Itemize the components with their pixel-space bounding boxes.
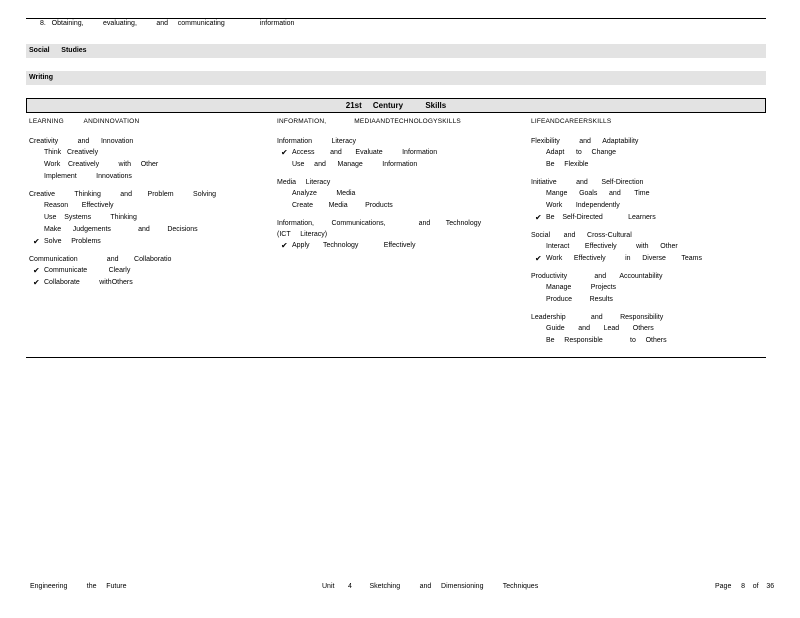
skill-group-title: Creative Thinking and Problem Solving [29,191,217,198]
skills-column-information [277,118,517,258]
column-header: LIFEANDCAREERSKILLS [531,118,612,125]
skill-item-label: Analyze Media [292,190,356,197]
skill-item [29,224,269,236]
skills-title: 21st Century Skills [345,101,447,110]
column-header: LEARNING ANDINNOVATION [29,118,140,125]
skill-group-title: Information, Communications, and Technology (ICT Literacy) [277,220,482,238]
writing-bar [26,71,766,85]
social-studies-label: Social Studies [29,47,87,54]
skill-item-label: Implement Innovations [44,173,132,180]
skill-item-label: Think Creatively [44,149,99,156]
checkmark-icon: ✔ [535,213,542,222]
standard-8-text: 8. Obtaining, evaluating, and communicating information [40,20,295,27]
skill-item [277,147,517,159]
skill-group [531,312,771,347]
skill-item [531,253,771,265]
checkmark-icon: ✔ [281,148,288,157]
skill-group [277,177,517,212]
skills-header [26,98,766,113]
skill-group [531,136,771,171]
skill-item [29,212,269,224]
skill-item-label: Produce Results [546,296,613,303]
skill-item-label: Mange Goals and Time [546,190,650,197]
skill-item-label: Interact Effectively with Other [546,243,678,250]
skill-item-label: Reason Effectively [44,202,114,209]
skill-group-title: Social and Cross-Cultural [531,232,632,239]
checkmark-icon: ✔ [281,241,288,250]
skill-item [531,147,771,159]
footer-left: Engineering the Future [30,583,127,590]
skill-group [531,271,771,306]
skill-group [29,136,269,183]
skill-group-title: Flexibility and Adaptability [531,138,639,145]
skill-item-label: Apply Technology Effectively [292,242,416,249]
skill-group [29,189,269,248]
skill-item [277,159,517,171]
skill-item [531,294,771,306]
checkmark-icon: ✔ [33,237,40,246]
skill-item [277,188,517,200]
skill-item [531,335,771,347]
skill-group-title: Initiative and Self-Direction [531,179,644,186]
skill-group-title: Creativity and Innovation [29,138,134,145]
skill-item [277,240,517,252]
skill-item-label: Be Flexible [546,161,589,168]
skill-item [531,188,771,200]
checkmark-icon: ✔ [535,254,542,263]
skills-column-learning [29,118,269,295]
footer-center: Unit 4 Sketching and Dimensioning Techniques [322,583,539,590]
checkmark-icon: ✔ [33,278,40,287]
skill-item-label: Communicate Clearly [44,267,131,274]
skill-item [531,212,771,224]
skill-item [531,282,771,294]
skill-group-title: Productivity and Accountability [531,273,663,280]
skill-item [531,323,771,335]
top-rule [26,18,766,19]
skill-item-label: Be Self-Directed Learners [546,214,656,221]
skill-group-title: Leadership and Responsibility [531,314,664,321]
checkmark-icon: ✔ [33,266,40,275]
skill-group [29,254,269,289]
skill-item-label: Collaborate withOthers [44,279,133,286]
skill-item-label: Use and Manage Information [292,161,418,168]
skill-item-label: Make Judgements and Decisions [44,226,198,233]
skill-item-label: Access and Evaluate Information [292,149,438,156]
skill-item-label: Work Effectively in Diverse Teams [546,255,702,262]
skill-group-title: Communication and Collaboratio [29,256,172,263]
skill-group [531,177,771,224]
skill-group-title: Media Literacy [277,179,331,186]
skill-item [29,236,269,248]
skill-item-label: Work Independently [546,202,620,209]
skill-item [531,241,771,253]
skill-item-label: Use Systems Thinking [44,214,137,221]
bottom-rule [26,357,766,358]
skill-item [29,159,269,171]
skill-item-label: Manage Projects [546,284,617,291]
skill-item [531,200,771,212]
skill-item [29,277,269,289]
skill-group [277,136,517,171]
skill-item-label: Create Media Products [292,202,393,209]
skills-column-life [531,118,771,353]
skill-group-title: Information Literacy [277,138,356,145]
skill-item [29,265,269,277]
skill-item-label: Be Responsible to Others [546,337,667,344]
skill-item [277,200,517,212]
social-studies-bar [26,44,766,58]
skill-group [277,218,517,252]
skill-group [531,230,771,265]
skill-item-label: Solve Problems [44,238,101,245]
skill-item-label: Work Creatively with Other [44,161,159,168]
skill-item [29,147,269,159]
skill-item [531,159,771,171]
skill-item [29,171,269,183]
skill-item-label: Guide and Lead Others [546,325,654,332]
column-header: INFORMATION, MEDIAANDTECHNOLOGYSKILLS [277,118,461,125]
skill-item-label: Adapt to Change [546,149,617,156]
writing-label: Writing [29,74,53,81]
footer-page-number: Page 8 of 36 [715,583,775,590]
skill-item [29,200,269,212]
